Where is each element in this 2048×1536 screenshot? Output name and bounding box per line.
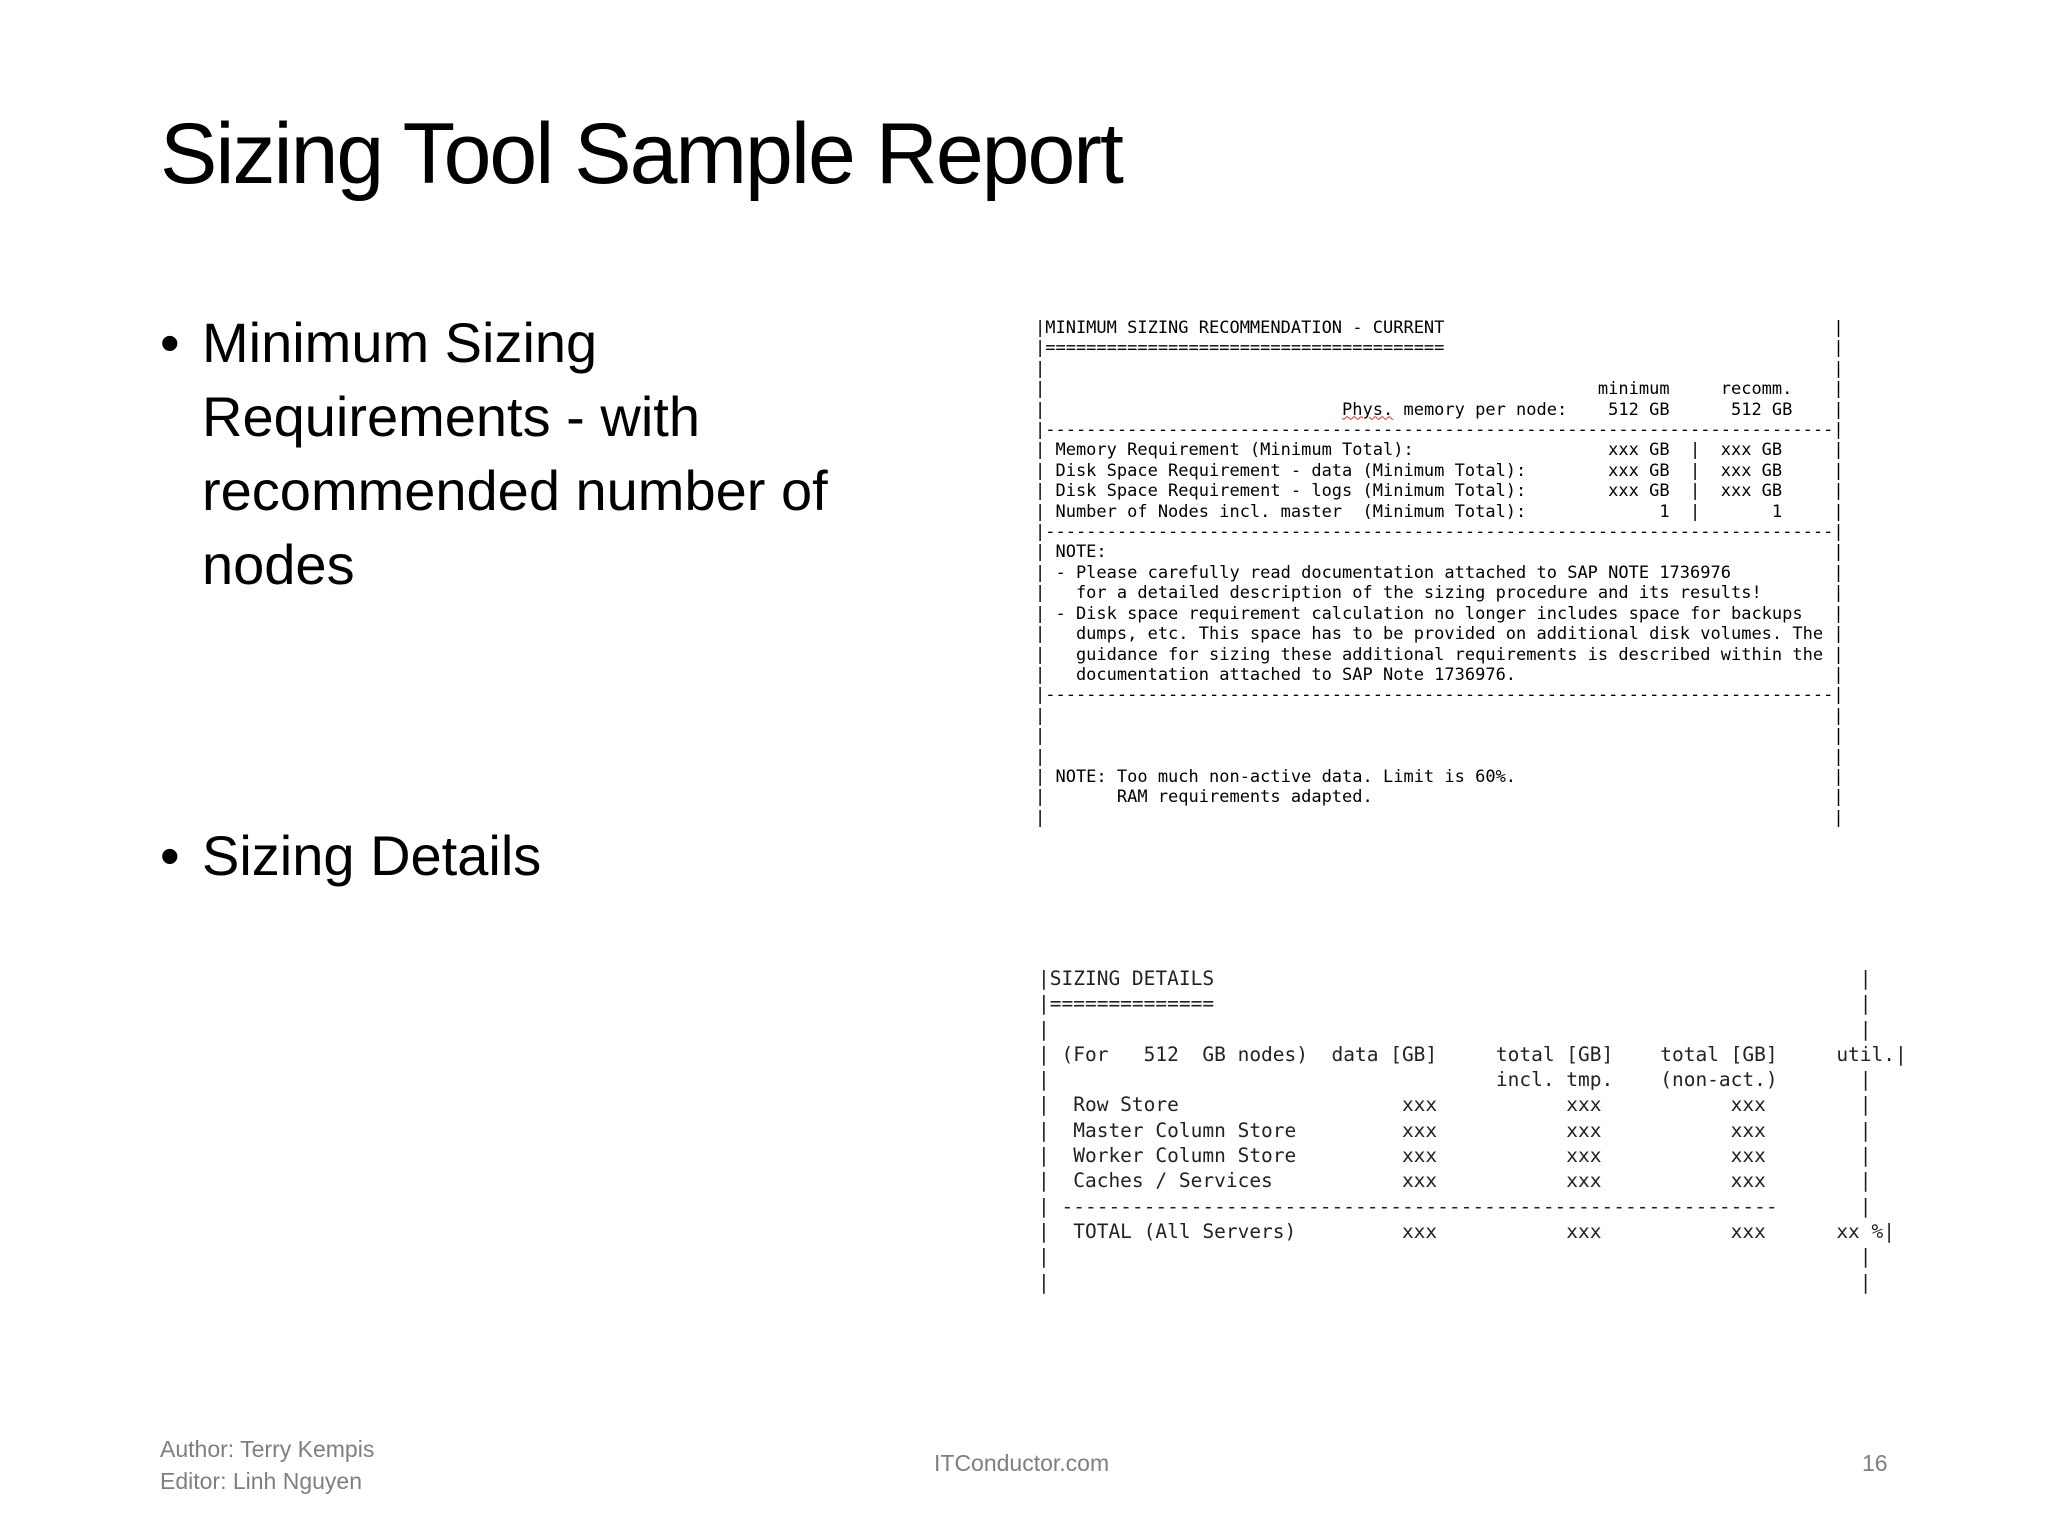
bullet-marker: • (160, 311, 180, 374)
sizing-details-report: |SIZING DETAILS | |============== | | | | (For 512 GB nodes) data [GB] total [GB] total [GB] util.| | incl. tmp. (non-act.) | | Row Store xxx xxx xxx | | Master Column Store xxx xxx xxx | | Worker Column Store xxx xxx xxx | | Caches / Services xxx xxx xxx | | ------------------------------------------------------------- | | TOTAL (All Servers) xxx xxx xxx xx %| | | | | (1038, 967, 1907, 1294)
bullet-text: Sizing Details (202, 824, 542, 887)
footer-editor: Editor: Linh Nguyen (160, 1468, 363, 1494)
footer-author: Author: Terry Kempis (160, 1436, 375, 1462)
footer-site: ITConductor.com (934, 1450, 1110, 1476)
minimum-sizing-report: |MINIMUM SIZING RECOMMENDATION - CURRENT | |======================================= | | | | minimum recomm. | | Phys. memory per node: 512 GB 512 GB | |-----------------------------------------------------------------------------| | Memory Requirement (Minimum Total): xxx GB | xxx GB | | Disk Space Requirement - data (Minimum Total): xxx GB | xxx GB | | Disk Space Requirement - logs (Minimum Total): xxx GB | xxx GB | | Number of Nodes incl. master (Minimum Total): 1 | 1 | |-----------------------------------------------------------------------------| | NOTE: | | - Please carefully read documentation attached to SAP NOTE 1736976 | | for a detailed description of the sizing procedure and its results! | | - Disk space requirement calculation no longer includes space for backups | | dumps, etc. This space has to be provided on additional disk volumes. The | | guidance for sizing these additional requirements is described within the | | documentation attached to SAP Note 1736976. | |-----------------------------------------------------------------------------| | | | | | | | NOTE: Too much non-active data. Limit is 60%. | | RAM requirements adapted. | | | (1035, 318, 1844, 828)
bullet-minimum-sizing (160, 306, 942, 602)
slide-title: Sizing Tool Sample Report (160, 106, 1122, 202)
bullet-text: Minimum Sizing Requirements - with recommended number of nodes (202, 311, 828, 596)
page-number: 16 (1862, 1450, 1888, 1476)
bullet-sizing-details (160, 819, 942, 893)
footer-credits (160, 1433, 374, 1497)
bullet-marker: • (160, 824, 180, 887)
